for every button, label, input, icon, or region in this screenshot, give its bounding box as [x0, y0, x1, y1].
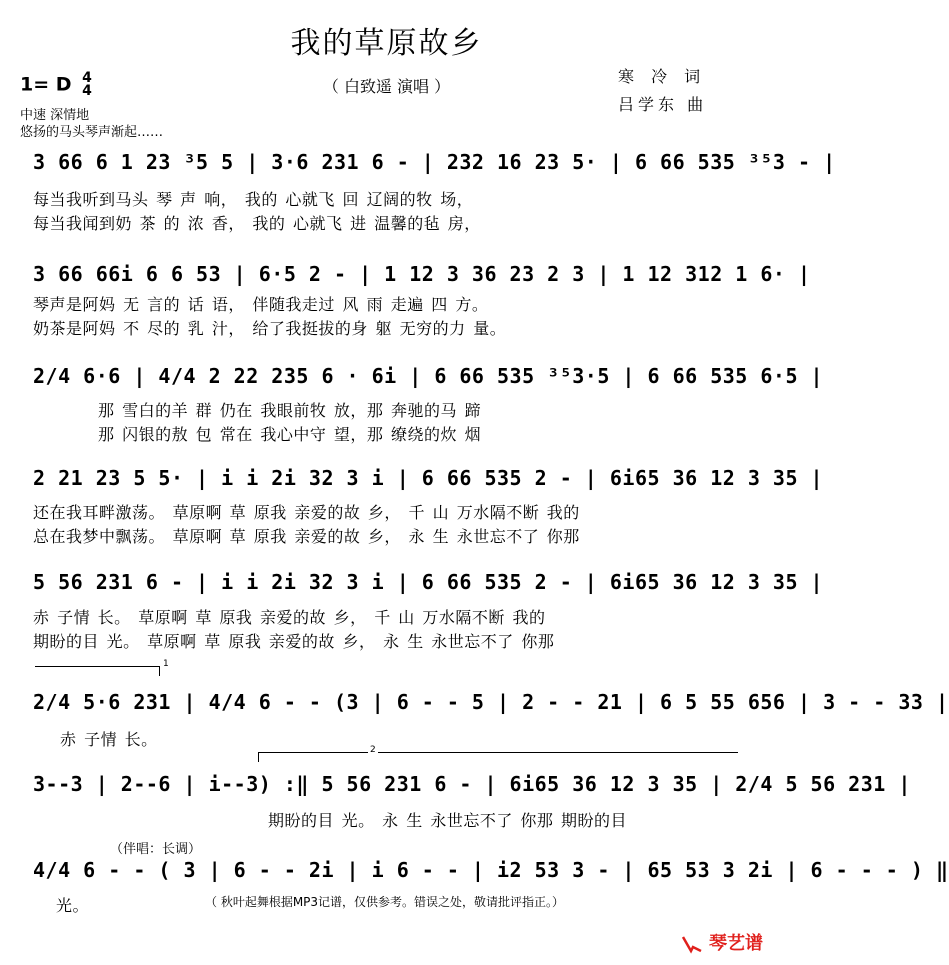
- site-logo: [681, 929, 763, 955]
- notation-row-6: 2/4 5·6 231 | 4/4 6 - - (3 | 6 - - 5 | 2 - - 21 | 6 5 55 656 | 3 - - 33 |: [33, 690, 949, 714]
- volta-2-bracket-ext: [378, 752, 738, 753]
- composer-credit: 吕学东 曲: [618, 95, 708, 114]
- accompaniment-note: （伴唱：长调）: [110, 842, 202, 857]
- notation-row-8: 4/4 6 - - ( 3 | 6 - - 2i | i 6 - - | i2 53 3 - | 65 53 3 2i | 6 - - - ) ‖: [33, 858, 949, 882]
- lyrics-row-1-verse-1: 每当我听到马头 琴 声 响， 我的 心就飞 回 辽阔的牧 场，: [33, 190, 474, 209]
- lyricist-credit: 寒 冷 词: [618, 67, 707, 86]
- lyrics-row-4-verse-1: 还在我耳畔激荡。 草原啊 草 原我 亲爱的故 乡， 千 山 万水隔不断 我的: [33, 503, 580, 522]
- lyrics-row-4-verse-2: 总在我梦中飘荡。 草原啊 草 原我 亲爱的故 乡， 永 生 永世忘不了 你那: [33, 527, 580, 546]
- notation-row-3: 2/4 6·6 | 4/4 2 22 235 6 · 6i | 6 66 535 ³⁵3·5 | 6 66 535 6·5 |: [33, 364, 824, 388]
- logo-text: 琴艺谱: [709, 933, 763, 954]
- lyrics-row-2-verse-1: 琴声是阿妈 无 言的 话 语， 伴随我走过 风 雨 走遍 四 方。: [33, 295, 489, 314]
- lyrics-row-2-verse-2: 奶茶是阿妈 不 尽的 乳 汁， 给了我挺拔的身 躯 无穷的力 量。: [33, 319, 507, 338]
- lyrics-row-3-verse-2: 那 闪银的敖 包 常在 我心中守 望，那 缭绕的炊 烟: [98, 425, 482, 444]
- intro-instruction: 悠扬的马头琴声渐起……: [20, 125, 164, 140]
- time-denominator: 4: [82, 83, 92, 99]
- lyrics-row-8: 光。: [56, 896, 90, 915]
- lyrics-row-5-verse-2: 期盼的目 光。 草原啊 草 原我 亲爱的故 乡， 永 生 永世忘不了 你那: [33, 632, 555, 651]
- key-label: 1= D: [20, 73, 72, 96]
- lyrics-row-5-verse-1: 赤 子情 长。 草原啊 草 原我 亲爱的故 乡， 千 山 万水隔不断 我的: [33, 608, 546, 627]
- volta-1-number: 1: [163, 659, 169, 669]
- transcription-footnote: （ 秋叶起舞根据MP3记谱，仅供参考。错误之处，敬请批评指正。）: [205, 895, 565, 909]
- performer-subtitle: （ 白致遥 演唱 ）: [322, 77, 451, 96]
- volta-2-tick-left: [258, 752, 259, 762]
- notation-row-7: 3--3 | 2--6 | i--3) :‖ 5 56 231 6 - | 6i65 36 12 3 35 | 2/4 5 56 231 |: [33, 772, 911, 796]
- notation-row-2: 3 66 66i 6 6 53 | 6·5 2 - | 1 12 3 36 23 2 3 | 1 12 312 1 6· |: [33, 262, 811, 286]
- tempo-marking: 中速 深情地: [20, 108, 90, 123]
- song-title: 我的草原故乡: [290, 26, 483, 61]
- volta-1-bracket: [35, 666, 159, 667]
- lyrics-row-1-verse-2: 每当我闻到奶 茶 的 浓 香， 我的 心就飞 进 温馨的毡 房，: [33, 214, 481, 233]
- notation-row-1: 3 66 6 1 23 ³5 5 | 3·6 231 6 - | 232 16 23 5· | 6 66 535 ³⁵3 - |: [33, 150, 836, 174]
- volta-2-bracket: [258, 752, 368, 753]
- time-signature: [82, 72, 92, 98]
- lyrics-row-6: 赤 子情 长。: [60, 730, 158, 749]
- volta-2-number: 2: [370, 745, 376, 755]
- logo-mark-icon: [681, 935, 703, 953]
- key-signature: [20, 72, 92, 98]
- lyrics-row-3-verse-1: 那 雪白的羊 群 仍在 我眼前牧 放，那 奔驰的马 蹄: [98, 401, 482, 420]
- notation-row-4: 2 21 23 5 5· | i i 2i 32 3 i | 6 66 535 2 - | 6i65 36 12 3 35 |: [33, 466, 824, 490]
- time-numerator: 4: [82, 70, 92, 86]
- volta-1-tick: [159, 666, 160, 676]
- notation-row-5: 5 56 231 6 - | i i 2i 32 3 i | 6 66 535 2 - | 6i65 36 12 3 35 |: [33, 570, 824, 594]
- lyrics-row-7: 期盼的目 光。 永 生 永世忘不了 你那 期盼的目: [268, 811, 628, 830]
